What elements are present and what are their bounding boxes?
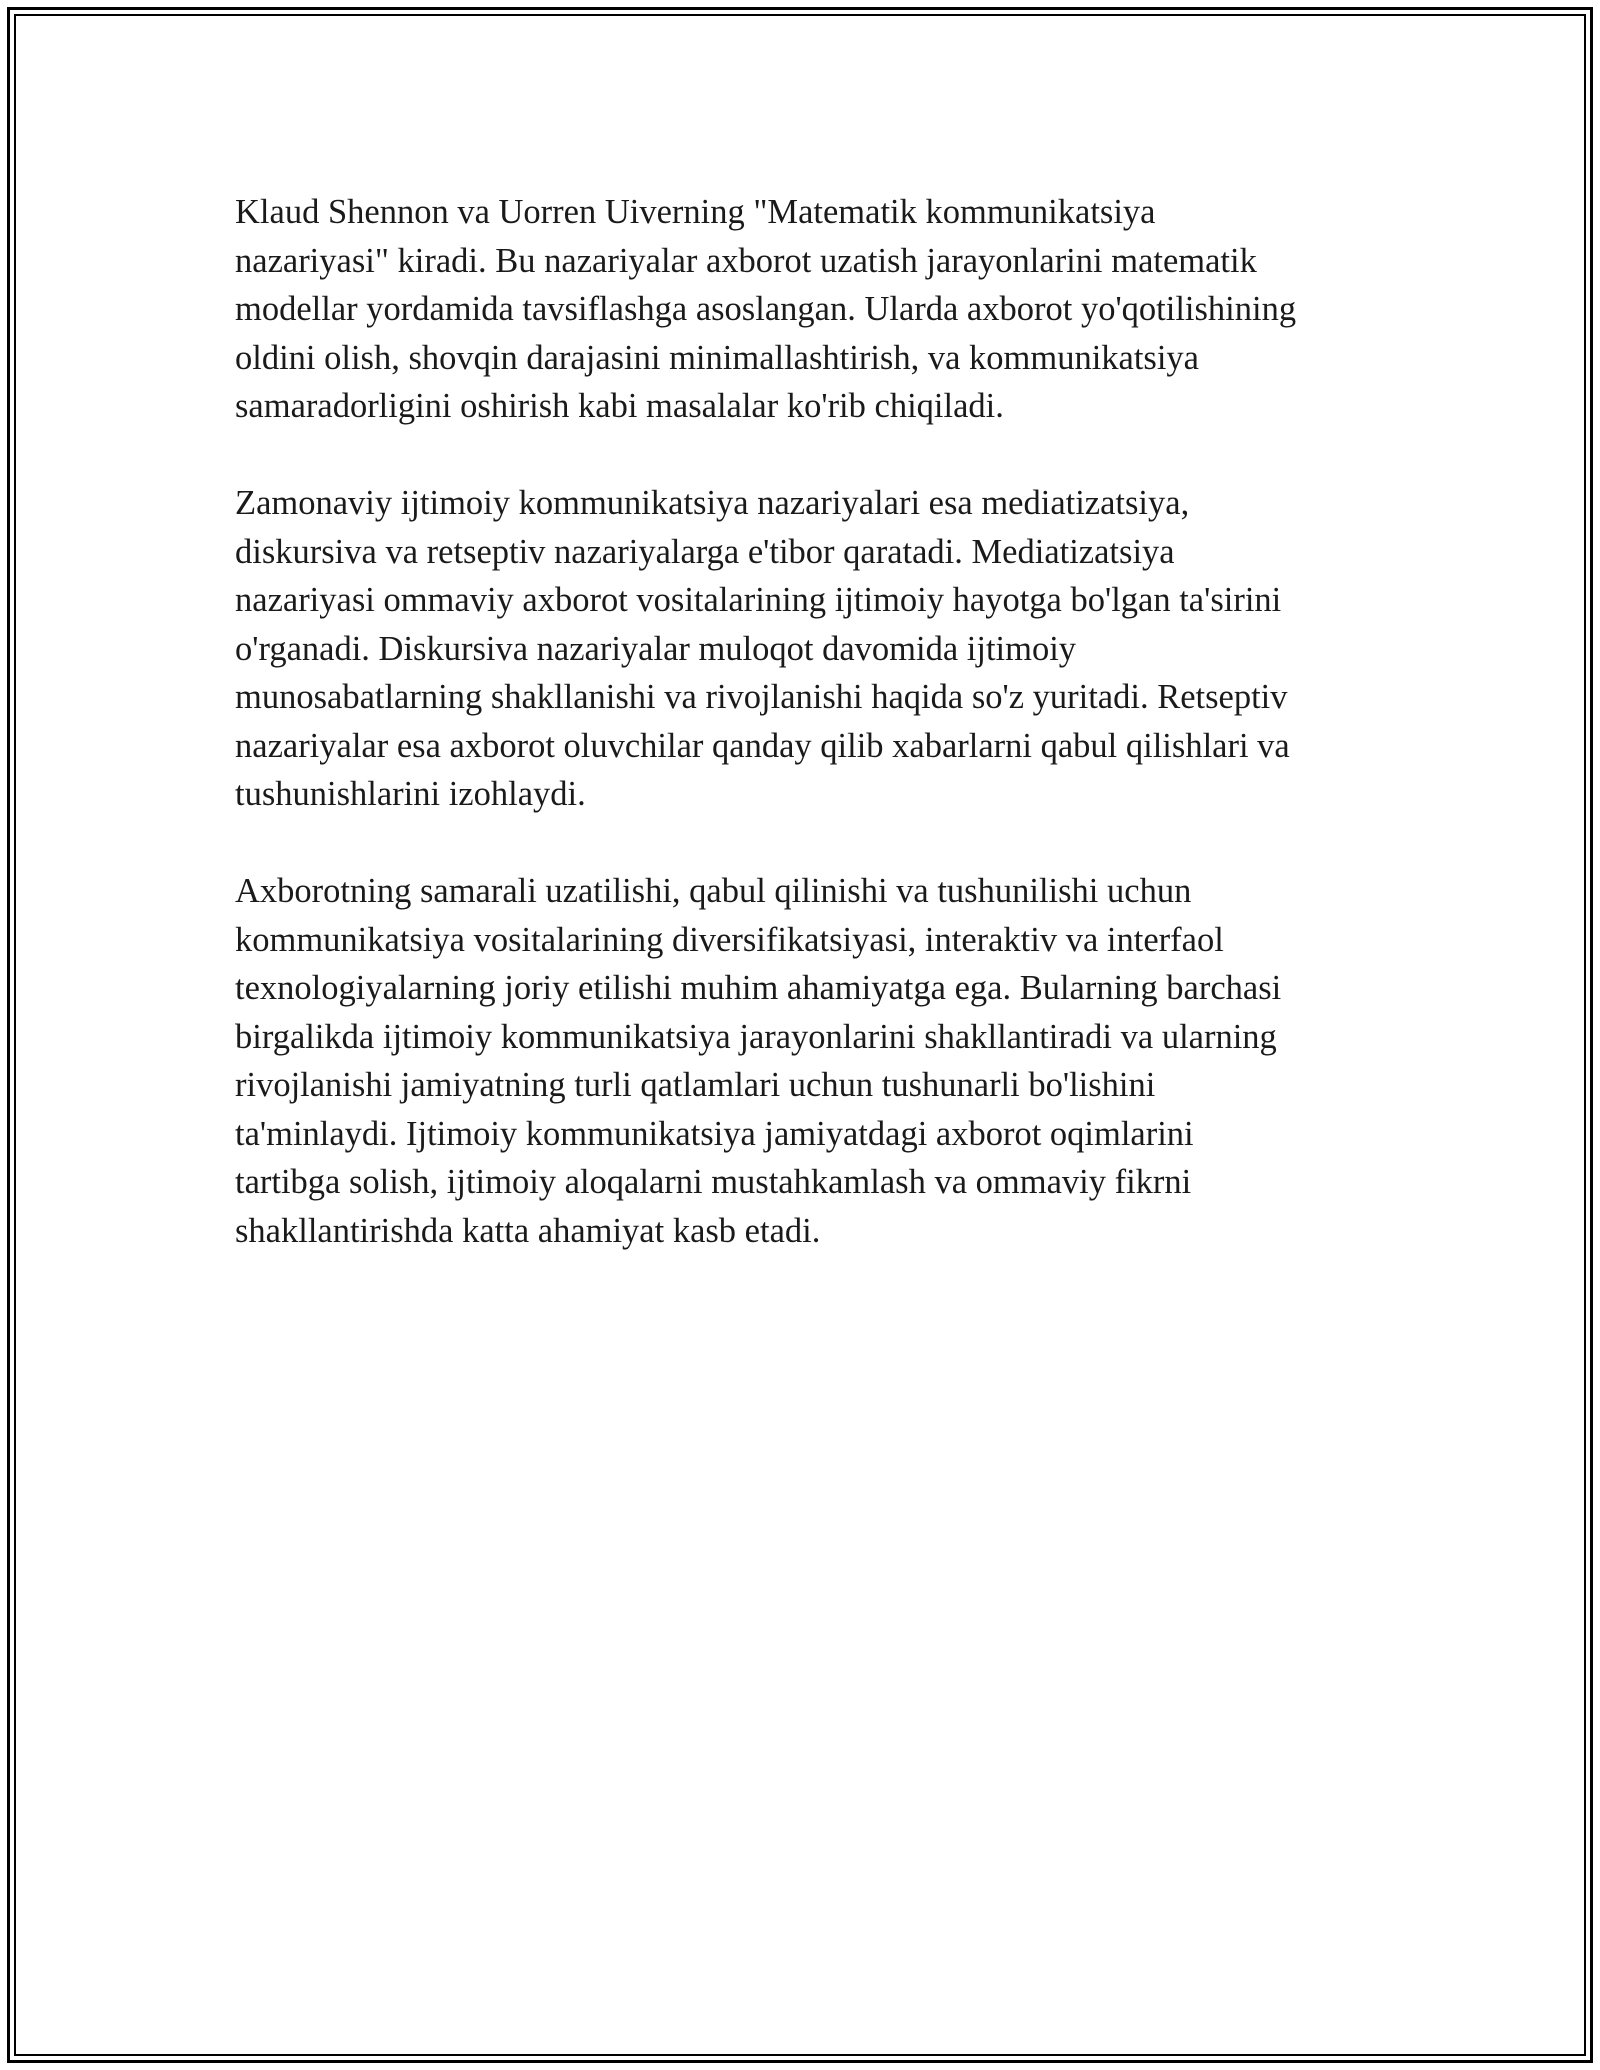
document-body: [235, 188, 1375, 1304]
paragraph-modern-theories: Zamonaviy ijtimoiy kommunikatsiya nazariyalari esa mediatizatsiya, diskursiva va retseptiv nazariyalarga e'tibor qaratadi. Mediatizatsiya nazariyasi ommaviy axborot vositalarining ijtimoiy hayotga bo'lgan ta'sirini o'rganadi. Diskursiva nazariyalar muloqot davomida ijtimoiy munosabatlarning shakllanishi va rivojlanishi haqida so'z yuritadi. Retseptiv nazariyalar esa axborot oluvchilar qanday qilib xabarlarni qabul qilishlari va tushunishlarini izohlaydi.: [235, 484, 1290, 813]
paragraph-information-transfer: Axborotning samarali uzatilishi, qabul qilinishi va tushunilishi uchun kommunikatsiya vositalarining diversifikatsiyasi, interaktiv va interfaol texnologiyalarning joriy etilishi muhim ahamiyatga ega. Bularning barchasi birgalikda ijtimoiy kommunikatsiya jarayonlarini shakllantiradi va ularning rivojlanishi jamiyatning turli qatlamlari uchun tushunarli bo'lishini ta'minlaydi. Ijtimoiy kommunikatsiya jamiyatdagi axborot oqimlarini tartibga solish, ijtimoiy aloqalarni mustahkamlash va ommaviy fikrni shakllantirishda katta ahamiyat kasb etadi.: [235, 872, 1282, 1250]
paragraph-shannon-weaver: Klaud Shennon va Uorren Uiverning "Matematik kommunikatsiya nazariyasi" kiradi. Bu nazariyalar axborot uzatish jarayonlarini matematik modellar yordamida tavsiflashga asoslangan. Ularda axborot yo'qotilishining oldini olish, shovqin darajasini minimallashtirish, va kommunikatsiya samaradorligini oshirish kabi masalalar ko'rib chiqiladi.: [235, 193, 1297, 425]
